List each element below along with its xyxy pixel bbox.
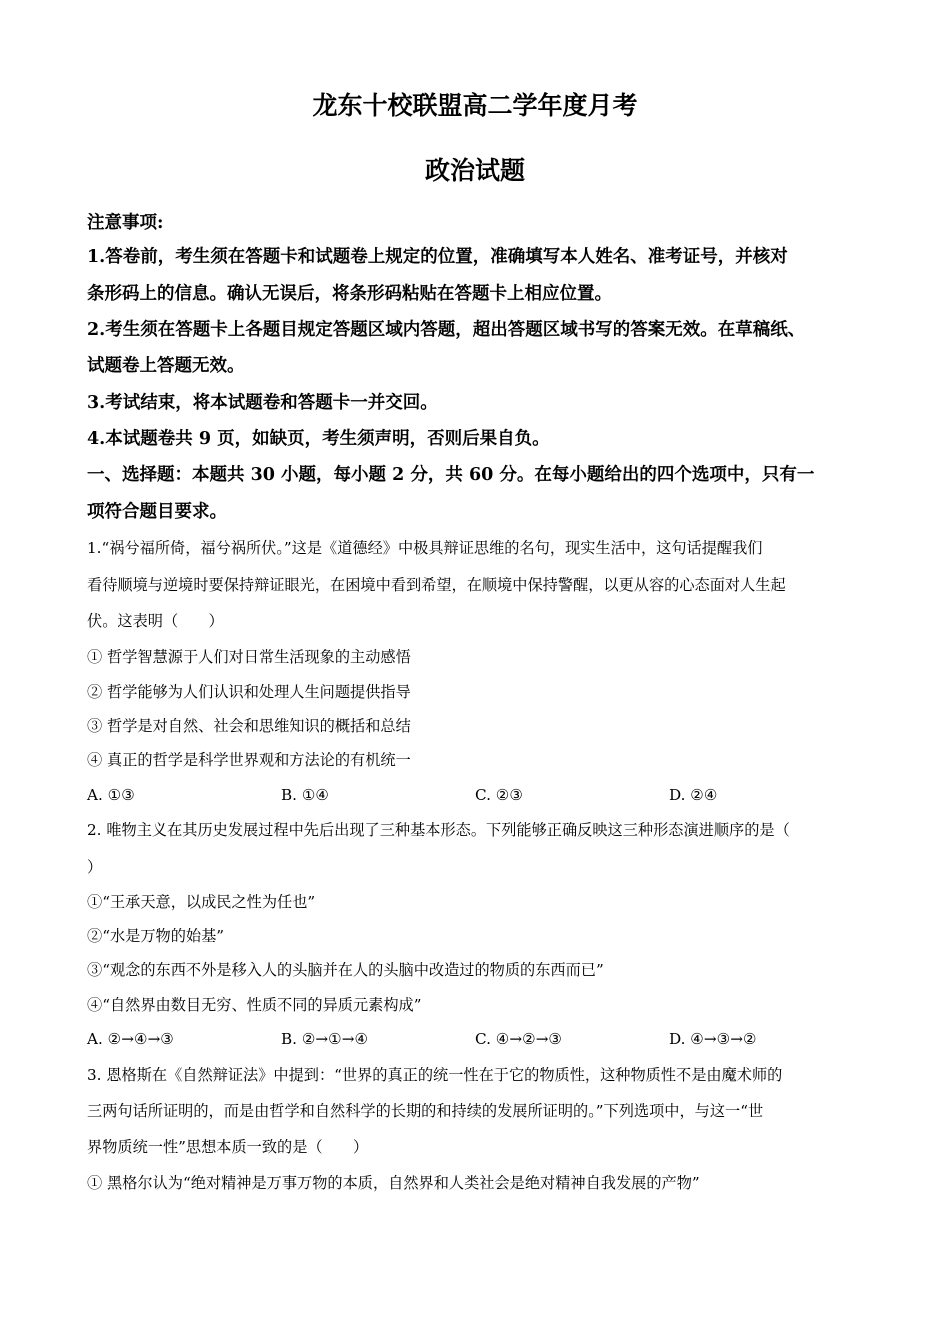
notice-item-4: 4.本试题卷共 9 页，如缺页，考生须声明，否则后果自负。: [87, 429, 550, 449]
q2-option-d: D. ④→③→②: [669, 1030, 757, 1048]
q2-option-a: A. ②→④→③: [87, 1030, 174, 1048]
q1-stem: 1.“祸兮福所倚，福兮祸所伏。”这是《道德经》中极具辩证思维的名句，现实生活中，这句话提醒我们: [87, 539, 763, 557]
notice-item-2: 2.考生须在答题卡上各题目规定答题区域内答题，超出答题区域书写的答案无效。在草稿纸、: [87, 320, 806, 340]
q2-statement: ②“水是万物的始基”: [87, 927, 225, 945]
q1-option-a: A. ①③: [87, 786, 135, 804]
q2-stem: 2. 唯物主义在其历史发展过程中先后出现了三种基本形态。下列能够正确反映这三种形态演进顺序的是（: [87, 821, 790, 839]
q1-option-d: D. ②④: [669, 786, 718, 804]
exam-subtitle: 政治试题: [424, 156, 525, 185]
q1-option-c: C. ②③: [475, 786, 523, 804]
notice-item-2-cont: 试题卷上答题无效。: [87, 356, 245, 376]
q3-statement: ① 黑格尔认为“绝对精神是万事万物的本质，自然界和人类社会是绝对精神自我发展的产物”: [87, 1174, 700, 1192]
notice-item-3: 3.考试结束，将本试题卷和答题卡一并交回。: [87, 393, 438, 413]
q1-option-b: B. ①④: [281, 786, 330, 804]
q2-statement: ④“自然界由数目无穷、性质不同的异质元素构成”: [87, 996, 422, 1014]
notice-item-1: 1.答卷前，考生须在答题卡和试题卷上规定的位置，准确填写本人姓名、准考证号，并核对: [87, 247, 788, 267]
q1-stem-cont: 伏。这表明（ ）: [87, 612, 224, 630]
q1-statement: ① 哲学智慧源于人们对日常生活现象的主动感悟: [87, 648, 411, 666]
q3-stem: 3. 恩格斯在《自然辩证法》中提到：“世界的真正的统一性在于它的物质性，这种物质性不是由魔术师的: [87, 1066, 783, 1084]
q2-statement: ①“王承天意，以成民之性为任也”: [87, 893, 316, 911]
q2-statement: ③“观念的东西不外是移入人的头脑并在人的头脑中改造过的物质的东西而已”: [87, 961, 604, 979]
q1-statement: ④ 真正的哲学是科学世界观和方法论的有机统一: [87, 751, 411, 769]
q2-stem-cont: ）: [87, 858, 103, 876]
q2-option-c: C. ④→②→③: [475, 1030, 563, 1048]
q1-statement: ② 哲学能够为人们认识和处理人生问题提供指导: [87, 683, 411, 701]
q3-stem-cont: 界物质统一性”思想本质一致的是（ ）: [87, 1138, 369, 1156]
section-heading-cont: 项符合题目要求。: [87, 502, 227, 522]
section-heading: 一、选择题：本题共 30 小题，每小题 2 分，共 60 分。在每小题给出的四个选项中，只有一: [87, 465, 815, 485]
notice-heading: 注意事项:: [87, 213, 164, 233]
exam-title: 龙东十校联盟高二学年度月考: [312, 91, 638, 120]
q3-stem-cont: 三两句话所证明的，而是由哲学和自然科学的长期的和持续的发展所证明的。”下列选项中，与这一“世: [87, 1102, 764, 1120]
q1-stem-cont: 看待顺境与逆境时要保持辩证眼光，在困境中看到希望，在顺境中保持警醒，以更从容的心态面对人生起: [87, 576, 786, 594]
q2-option-b: B. ②→①→④: [281, 1030, 369, 1048]
q1-statement: ③ 哲学是对自然、社会和思维知识的概括和总结: [87, 717, 411, 735]
notice-item-1-cont: 条形码上的信息。确认无误后，将条形码粘贴在答题卡上相应位置。: [87, 284, 612, 304]
